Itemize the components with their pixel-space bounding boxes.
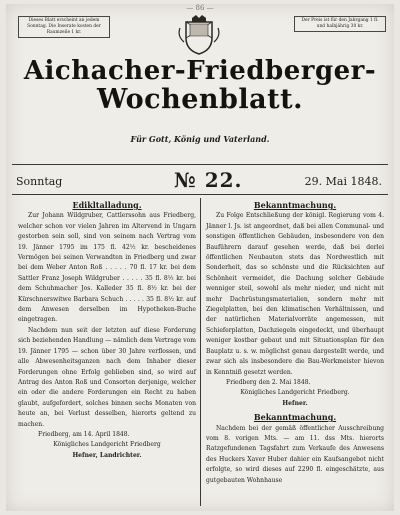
price-notice-box: Der Preis ist für den Jahrgang 1 fl. und halbjährig 30 kr. — [294, 16, 386, 32]
right-column — [206, 200, 384, 486]
notice-2-heading: Bekanntmachung. — [253, 412, 337, 423]
edict-authority: Königliches Landgericht Friedberg — [53, 441, 161, 449]
issue-number: № 22. — [174, 168, 243, 192]
coat-of-arms-icon — [176, 14, 222, 56]
column-divider — [200, 198, 201, 506]
newspaper-page — [6, 4, 394, 511]
masthead-line-1: Aichacher-Friedberger- — [23, 56, 377, 86]
page-number: — 86 — — [186, 4, 214, 12]
masthead-line-2: Wochenblatt. — [97, 84, 303, 115]
edict-date: Friedberg, am 14. April 1848. — [38, 430, 130, 438]
notice-1-date: Friedberg den 2. Mai 1848. — [226, 378, 311, 386]
publication-notice-box: Dieses Blatt erscheint an jedem Sonntag. Die Inserate kosten der Raumzeile 1 kr. — [18, 16, 110, 38]
notice-1-signature: Hefner. — [282, 399, 308, 407]
edict-paragraph-1: Zur Johann Wildgruber, Cattlerssohn aus Friedberg, welcher schon vor vielen Jahren im Altervend in Ungarn gestorben sein soll, sind von seinem nach Vertrag vom 19. Jänner 1795 im 175 fl. 42½ kr. bescheidenes Vermögen bei seinen Verwandten in Friedberg und zwar bei dem Weber Anton Roß . . . . . 70 fl. 17 kr. bei dem Sattler Franz Joseph Wildgruber . . . . . 35 fl. 8½ kr. bei dem Schuhmacher Jos. Kalleder 35 fl. 8½ kr. bei der Kürschnerswitwe Barbara Schuch . . . . . 35 fl. 8½ kr. auf dem Anwesen derselben im Hypotheken-Buche eingetragen. — [18, 212, 196, 324]
edict-paragraph-2: Nachdem nun seit der letzten auf diese Forderung sich beziehenden Handlung — nämlich dem Vertrage vom 19. Jänner 1795 — schon über 30 Jahre verflossen, und alle Abwesenheitsganzen nach dem Inhaber dieser Forderungen ohne Erfolg geblieben sind, so wird auf Antrag des Anton Roß und Consorten derjenige, welcher ein oder die andere Forderungen ein Recht zu haben glaubt, aufgefordert, solches binnen sechs Monaten von heute an, bei Verlust desselben, hierorts geltend zu machen. — [18, 326, 196, 428]
edict-signature: Hefner, Landrichter. — [72, 451, 142, 459]
notice-2-paragraph: Nachdem bei der gemäß öffentlicher Ausschreibung vom 8. vorigen Mts. — am 11. dss Mts. hierorts Ratzgefundenen Tagsfahrt zum Verkaufe des Anwesens des Huckers Xaver Huber dahier ein Kaufsangebot nicht erfolgte, so wird dieses auf 2290 fl. eingeschätzte, aus gutgebauten Wohnhause — [206, 424, 384, 484]
weekday: Sonntag — [16, 175, 63, 188]
notice-1-heading: Bekanntmachung. — [253, 200, 337, 210]
edict-heading: Edikltalladung. — [72, 200, 142, 210]
notice-1-authority: Königliches Landgericht Friedberg. — [240, 389, 350, 397]
divider-top — [12, 164, 388, 165]
issue-date: 29. Mai 1848. — [304, 175, 382, 188]
divider-bottom — [12, 194, 388, 195]
left-column — [18, 200, 196, 461]
motto: Für Gott, König und Vaterland. — [130, 134, 270, 144]
notice-1-paragraph: Zu Folge Entschließung der königl. Regierung vom 4. Jänner l. Js. ist angeordnet, daß bei allen Communal- und sonstigen öffentlichen Gebäuden, insbesondere von den Bauführern darauf gesehen werde, daß bei derlei öffentlichen Neubauten stets das Nordwestlich mit Sonderheit, das so schönste und die Rücksichten auf Schönheit vermeidet, die Dachung solcher Gebäude wenniger steil, sowohl als mehr nieder, und nicht mit mehr Dachrüstungsmaterialien, sondern mehr mit Ziegelplatten, bei den klimatischen Verhältnissen, und der natürlichen Materialvorräte angemessen, mit Schieferplatten, Dachziegeln eingedeckt, und überhaupt weniger kostbar gebaut und mit Situationsplan für den Bauplatz u. s. w. möglichst genau dargestellt werde, und zwar sich als insbesondere die Bau-Werkmeister hievon in Kenntniß gesetzt werden. — [206, 212, 384, 376]
dateline — [12, 168, 388, 194]
